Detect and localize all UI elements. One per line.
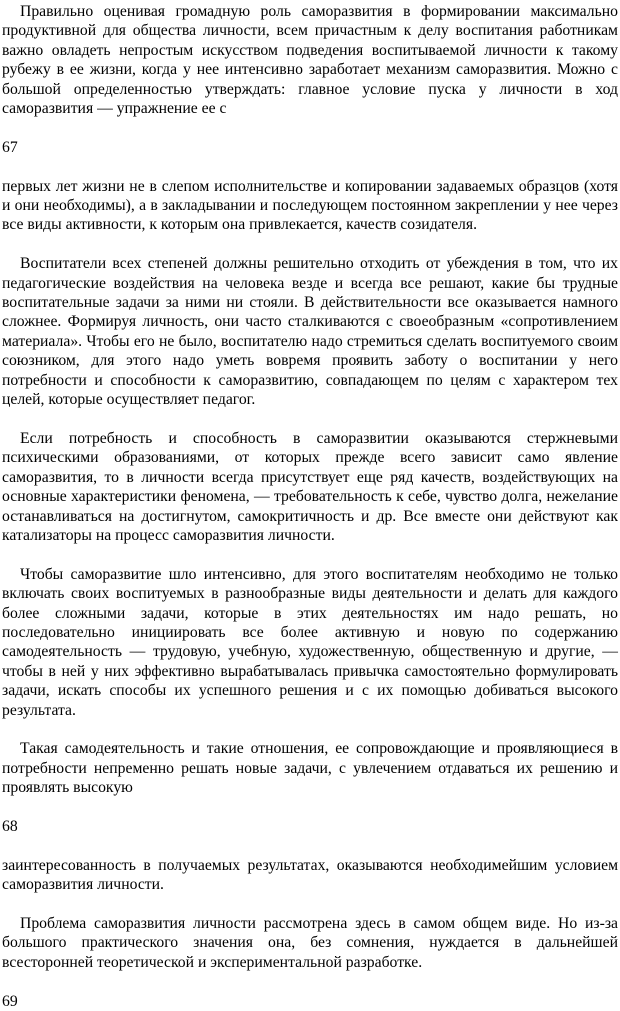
paragraph-educators: Воспитатели всех степеней должны решительно отходить от убеждения в том, что их педагогические воздействия на человека везде и всегда все решают, какие бы трудные воспитательные задачи за ними ни стояли. В действительности все оказывается намного сложнее. Формируя личность, они часто сталкиваются с своеобразным «сопротивлением материала». Чтобы его не было, воспитателю надо стремиться сделать воспитуемого своим союзником, для этого надо уметь вовремя проявить заботу о воспитании у него потребности и способности к саморазвитию, совпадающем по целям с характером тех целей, которые осуществляет педагог. — [2, 255, 618, 409]
paragraph-need-and-ability: Если потребность и способность в саморазвитии оказываются стержневыми психическими образованиями, от которых прежде всего зависит само явление саморазвития, то в личности всегда присутствует еще ряд качеств, воздействующих на основные характеристики феномена, — требовательность к себе, чувство долга, нежелание останавливаться на достигнутом, самокритичность и др. Все вместе они действуют как катализаторы на процесс саморазвития личности. — [2, 429, 618, 544]
paragraph-intensive-development: Чтобы саморазвитие шло интенсивно, для этого воспитателям необходимо не только включать своих воспитуемых в разнообразные виды деятельности и делать для каждого более сложными задачи, которые в этих деятельностях им надо решать, но последовательно инициировать все более активную и новую по содержанию самодеятельность — трудовую, учебную, художественную, общественную и другие, — чтобы в ней у них эффективно вырабатывалась привычка самостоятельно формулировать задачи, искать способы их успешного решения и с их помощью добиваться высокого результата. — [2, 565, 618, 719]
paragraph-continuation-first-years: первых лет жизни не в слепом исполнительстве и копировании задаваемых образцов (хотя и они необходимы), а в закладывании и последующем постоянном закреплении у нее через все виды активности, к которым она привлекается, качеств созидателя. — [2, 177, 618, 234]
page-number-67: 67 — [2, 138, 18, 156]
paragraph-self-activity: Такая самодеятельность и такие отношения, ее сопровождающие и проявляющиеся в потребности непременно решать новые задачи, с увлечением отдаваться их решению и проявлять высокую — [2, 740, 618, 797]
paragraph-continuation-interest: заинтересованность в получаемых результатах, оказываются необходимейшим условием саморазвития личности. — [2, 856, 618, 894]
paragraph-problem: Проблема саморазвития личности рассмотрена здесь в самом общем виде. Но из-за большого практического значения она, без сомнения, нуждается в дальнейшей всесторонней теоретической и экспериментальной разработке. — [2, 914, 618, 971]
paragraph-self-development-role: Правильно оценивая громадную роль саморазвития в формировании максимально продуктивной для общества личности, всем причастным к делу воспитания работникам важно овладеть непростым искусством подведения воспитываемой личности к такому рубежу в ее жизни, когда у нее интенсивно заработает механизм саморазвития. Можно с большой определенностью утверждать: главное условие пуска у личности в ход саморазвития — упражнение ее с — [2, 3, 618, 118]
page-number-68: 68 — [2, 817, 18, 835]
page-number-69: 69 — [2, 992, 18, 1010]
